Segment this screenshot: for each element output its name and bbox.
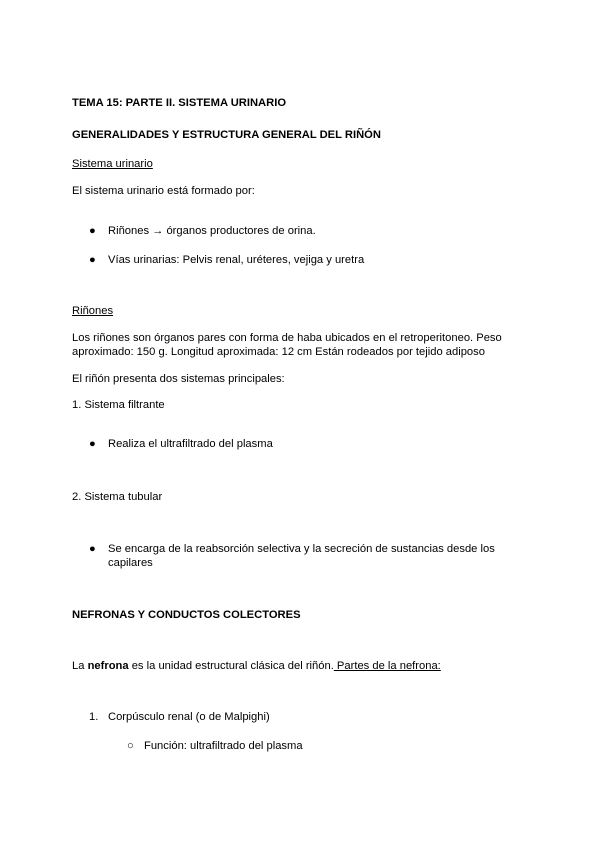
list-number: 1. — [89, 711, 99, 723]
bullet-icon: ● — [89, 438, 96, 450]
subheading-sistema-urinario: Sistema urinario — [72, 158, 153, 170]
paragraph-rinones-line2: aproximado: 150 g. Longitud aproximada: 12 cm Están rodeados por tejido adiposo — [72, 346, 485, 358]
partes-nefrona-link: Partes de la nefrona: — [333, 660, 441, 672]
numbered-sistema-filtrante: 1. Sistema filtrante — [72, 399, 165, 411]
nefrona-definition: es la unidad estructural clásica del riñón. — [128, 660, 334, 672]
subheading-rinones: Riñones — [72, 305, 114, 317]
numbered-sistema-tubular: 2. Sistema tubular — [72, 491, 163, 503]
bullet-icon: ● — [89, 225, 96, 237]
section-heading-generalidades: GENERALIDADES Y ESTRUCTURA GENERAL DEL RIÑÓN — [72, 129, 381, 141]
list-item: Vías urinarias: Pelvis renal, uréteres, vejiga y uretra — [108, 254, 365, 266]
paragraph-nefrona — [72, 659, 441, 673]
circle-bullet-icon: ○ — [127, 740, 134, 752]
sub-list-item-funcion: Función: ultrafiltrado del plasma — [144, 740, 303, 752]
doc-title: TEMA 15: PARTE II. SISTEMA URINARIO — [72, 97, 287, 109]
section-heading-nefronas: NEFRONAS Y CONDUCTOS COLECTORES — [72, 609, 301, 621]
list-item-line1: Se encarga de la reabsorción selectiva y la secreción de sustancias desde los — [108, 543, 495, 555]
list-item: Riñones → órganos productores de orina. — [108, 225, 316, 237]
bullet-icon: ● — [89, 543, 96, 555]
nefrona-prefix: La — [72, 660, 88, 672]
list-item-corpusculo: Corpúsculo renal (o de Malpighi) — [108, 711, 270, 723]
paragraph-sistema-intro: El sistema urinario está formado por: — [72, 185, 255, 197]
list-item-line2: capilares — [108, 557, 153, 569]
paragraph-dos-sistemas: El riñón presenta dos sistemas principales: — [72, 373, 285, 385]
bullet-icon: ● — [89, 254, 96, 266]
nefrona-bold-term: nefrona — [87, 660, 129, 672]
paragraph-rinones-line1: Los riñones son órganos pares con forma de haba ubicados en el retroperitoneo. Peso — [72, 332, 502, 344]
list-item: Realiza el ultrafiltrado del plasma — [108, 438, 273, 450]
